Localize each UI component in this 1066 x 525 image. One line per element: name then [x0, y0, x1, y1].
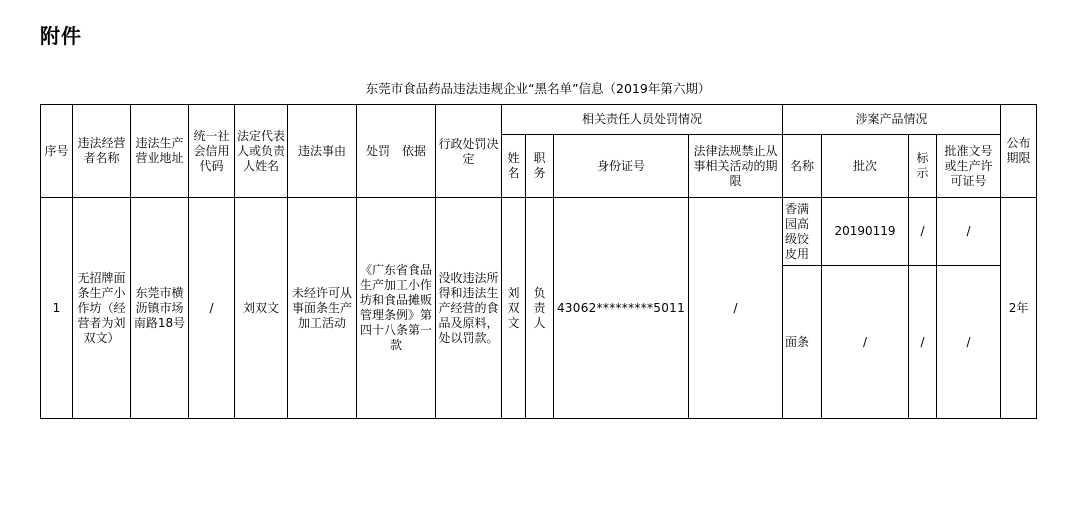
header-seq: 序号 — [41, 105, 73, 198]
table-caption: 东莞市食品药品违法违规企业“黑名单”信息（2019年第六期） — [365, 81, 711, 96]
cell-product-name-1: 香满园高级饺皮用 — [783, 198, 822, 266]
header-label: 标示 — [909, 135, 937, 198]
cell-reason: 未经许可从事面条生产加工活动 — [288, 198, 357, 419]
header-approval: 批准文号或生产许可证号 — [937, 135, 1001, 198]
cell-position: 负责人 — [526, 198, 554, 419]
cell-approval-1: / — [937, 198, 1001, 266]
cell-approval-2: / — [937, 266, 1001, 419]
cell-seq: 1 — [41, 198, 73, 419]
header-position: 职务 — [526, 135, 554, 198]
cell-credit-code: / — [189, 198, 235, 419]
header-operator: 违法经营者名称 — [73, 105, 131, 198]
cell-operator: 无招牌面条生产小作坊（经营者为刘双文） — [73, 198, 131, 419]
header-basis: 处罚 依据 — [357, 105, 436, 198]
header-product-name: 名称 — [783, 135, 822, 198]
cell-id-number: 43062*********5011 — [554, 198, 689, 419]
blacklist-table — [40, 104, 1037, 419]
header-legal-rep: 法定代表人或负责人姓名 — [235, 105, 288, 198]
header-credit-code: 统一社会信用代码 — [189, 105, 235, 198]
header-product-group: 涉案产品情况 — [783, 105, 1001, 135]
cell-basis: 《广东省食品生产加工小作坊和食品摊贩管理条例》第四十八条第一款 — [357, 198, 436, 419]
cell-label-2: / — [909, 266, 937, 419]
header-address: 违法生产营业地址 — [131, 105, 189, 198]
cell-address: 东莞市横沥镇市场南路18号 — [131, 198, 189, 419]
attachment-label: 附件 — [40, 24, 82, 48]
header-person-name: 姓名 — [502, 135, 526, 198]
header-publish-period: 公布期限 — [1001, 105, 1037, 198]
header-id-number: 身份证号 — [554, 135, 689, 198]
cell-product-name-2: 面条 — [783, 266, 822, 419]
header-batch: 批次 — [822, 135, 909, 198]
header-responsible-group: 相关责任人员处罚情况 — [502, 105, 783, 135]
header-ban-period: 法律法规禁止从事相关活动的期限 — [689, 135, 783, 198]
table-row — [41, 198, 1037, 266]
cell-batch-2: / — [822, 266, 909, 419]
header-reason: 违法事由 — [288, 105, 357, 198]
cell-label-1: / — [909, 198, 937, 266]
cell-decision: 没收违法所得和违法生产经营的食品及原料，处以罚款。 — [436, 198, 502, 419]
header-row-top — [41, 105, 1037, 135]
header-decision: 行政处罚决定 — [436, 105, 502, 198]
cell-person-name: 刘双文 — [502, 198, 526, 419]
cell-ban-period: / — [689, 198, 783, 419]
cell-publish-period: 2年 — [1001, 198, 1037, 419]
cell-legal-rep: 刘双文 — [235, 198, 288, 419]
cell-batch-1: 20190119 — [822, 198, 909, 266]
